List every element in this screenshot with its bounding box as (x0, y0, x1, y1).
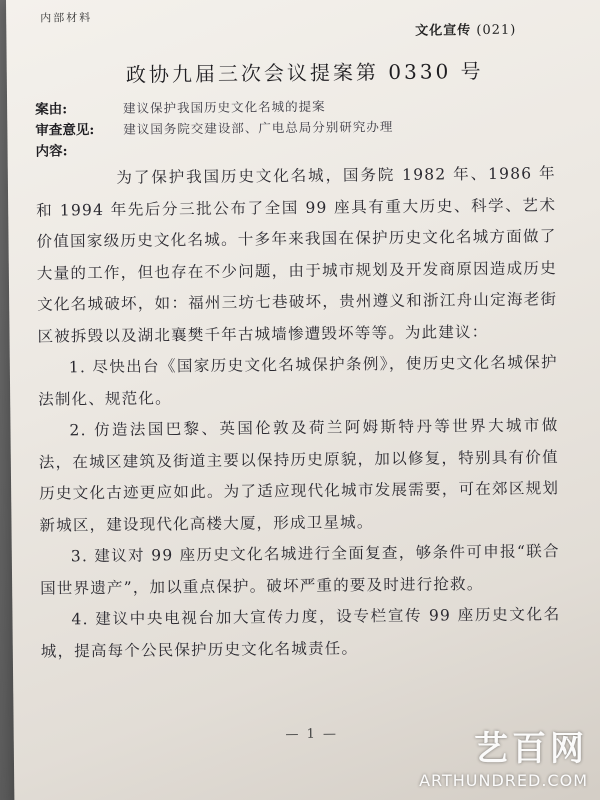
watermark-logo: 艺百网 (474, 729, 588, 769)
paper-sheet (6, 0, 600, 800)
reason-value: 建议保护我国历史文化名城的提案 (123, 98, 326, 116)
review-field (35, 117, 393, 141)
review-label: 审查意见: (35, 122, 95, 139)
category-number: (021) (476, 22, 517, 39)
page-number: — 1 — (285, 726, 339, 743)
suggestion-3: 3. 建议对 99 座历史文化名城进行全面复查，够条件可申报“联合国世界遗产”，加以重点保护。破坏严重的要及时进行抢救。 (40, 542, 560, 598)
internal-material-label: 内部材料 (40, 11, 93, 25)
suggestion-1: 1. 尽快出台《国家历史文化名城保护条例》，使历史文化名城保护法制化、规范化。 (38, 353, 558, 409)
proposal-body (36, 158, 561, 667)
watermark (419, 729, 588, 790)
review-value: 建议国务院交建设部、广电总局分别研究办理 (123, 118, 394, 137)
content-label: 内容: (35, 143, 68, 160)
category-label: 文化宣传 (415, 23, 472, 39)
watermark-site: ARTHUNDRED.COM (419, 771, 588, 790)
reason-field (35, 97, 326, 120)
suggestion-2: 2. 仿造法国巴黎、英国伦敦及荷兰阿姆斯特丹等世界大城市做法，在城区建筑及街道主要以保持历史原貌，加以修复，特别具有价值历史文化古迹更应如此。为了适应现代化城市发展需要，可在郊区规划新城区，建设现代化高楼大厦，形成卫星城。 (38, 416, 560, 535)
suggestion-4: 4. 建议中央电视台加大宣传力度，设专栏宣传 99 座历史文化名城，提高每个公民保护历史文化名城责任。 (40, 605, 561, 661)
intro-paragraph: 为了保护我国历史文化名城，国务院 1982 年、1986 年和 1994 年先后分三批公布了全国 99 座具有重大历史、科学、艺术价值国家级历史文化名城。十多年来我国在保护历史文化名城方面做了大量的工作，但也存在不少问题，由于城市规划及开发商原因造成历史文化名城破坏，如：福州三坊七巷破坏，贵州遵义和浙江舟山定海老街区被拆毁以及湖北襄樊千年古城墙惨遭毁坏等等。为此建议： (36, 164, 558, 346)
reason-label: 案由: (35, 101, 68, 118)
category-header (415, 19, 516, 39)
content-field (35, 141, 123, 162)
document-title: 政协九届三次会议提案第 0330 号 (125, 59, 484, 87)
